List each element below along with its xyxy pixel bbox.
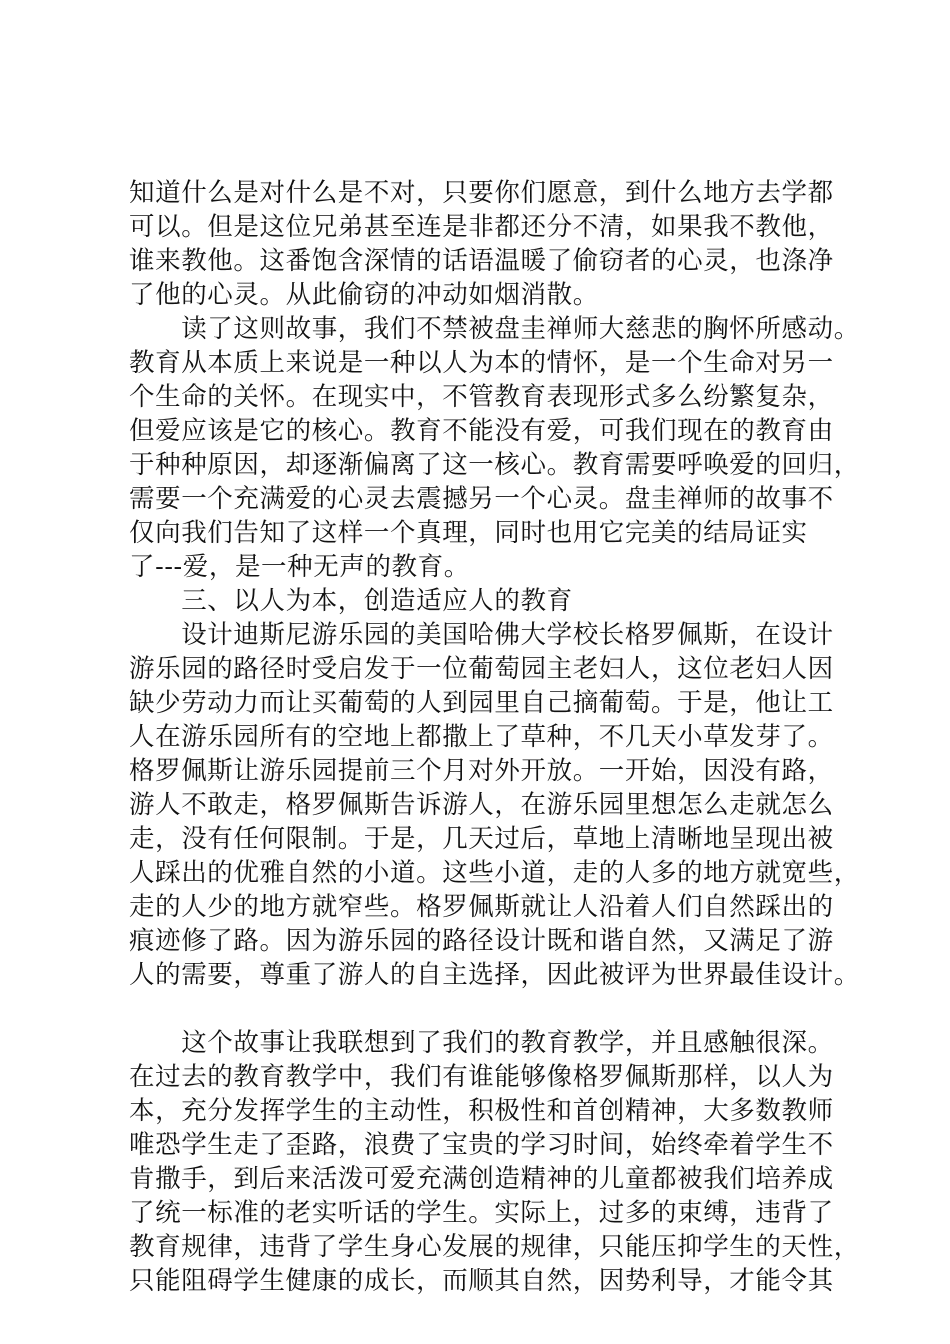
text-line: 游乐园的路径时受启发于一位葡萄园主老妇人，这位老妇人因 — [129, 654, 834, 684]
text-line: 本，充分发挥学生的主动性，积极性和首创精神，大多数教师 — [129, 1096, 834, 1126]
text-line: 谁来教他。这番饱含深情的话语温暖了偷窃者的心灵，也涤净 — [129, 246, 834, 276]
text-line: 人的需要，尊重了游人的自主选择，因此被评为世界最佳设计。 — [129, 960, 860, 990]
text-line: 游人不敢走，格罗佩斯告诉游人，在游乐园里想怎么走就怎么 — [129, 790, 834, 820]
text-line: 唯恐学生走了歪路，浪费了宝贵的学习时间，始终牵着学生不 — [129, 1130, 834, 1160]
text-line: 痕迹修了路。因为游乐园的路径设计既和谐自然，又满足了游 — [129, 926, 834, 956]
text-line: 只能阻碍学生健康的成长，而顺其自然，因势利导，才能令其 — [129, 1266, 834, 1296]
text-line: 了---爱，是一种无声的教育。 — [129, 552, 470, 582]
text-line: 缺少劳动力而让买葡萄的人到园里自己摘葡萄。于是，他让工 — [129, 688, 834, 718]
text-line: 设计迪斯尼游乐园的美国哈佛大学校长格罗佩斯，在设计 — [129, 620, 834, 650]
section-heading: 三、以人为本，创造适应人的教育 — [129, 586, 573, 616]
text-line: 了他的心灵。从此偷窃的冲动如烟消散。 — [129, 280, 599, 310]
text-line: 肯撒手，到后来活泼可爱充满创造精神的儿童都被我们培养成 — [129, 1164, 834, 1194]
text-line: 读了这则故事，我们不禁被盘圭禅师大慈悲的胸怀所感动。 — [129, 314, 860, 344]
text-line: 人踩出的优雅自然的小道。这些小道，走的人多的地方就宽些， — [129, 858, 860, 888]
text-line: 教育规律，违背了学生身心发展的规律，只能压抑学生的天性， — [129, 1232, 860, 1262]
text-line: 但爱应该是它的核心。教育不能没有爱，可我们现在的教育由 — [129, 416, 834, 446]
text-line: 在过去的教育教学中，我们有谁能够像格罗佩斯那样，以人为 — [129, 1062, 834, 1092]
text-line: 这个故事让我联想到了我们的教育教学，并且感触很深。 — [129, 1028, 834, 1058]
text-line: 于种种原因，却逐渐偏离了这一核心。教育需要呼唤爱的回归， — [129, 450, 860, 480]
text-line: 个生命的关怀。在现实中，不管教育表现形式多么纷繁复杂， — [129, 382, 834, 412]
text-line: 走，没有任何限制。于是，几天过后，草地上清晰地呈现出被 — [129, 824, 834, 854]
text-line: 走的人少的地方就窄些。格罗佩斯就让人沿着人们自然踩出的 — [129, 892, 834, 922]
text-line: 知道什么是对什么是不对，只要你们愿意，到什么地方去学都 — [129, 178, 834, 208]
text-line: 仅向我们告知了这样一个真理，同时也用它完美的结局证实 — [129, 518, 808, 548]
text-line: 需要一个充满爱的心灵去震撼另一个心灵。盘圭禅师的故事不 — [129, 484, 834, 514]
text-line: 教育从本质上来说是一种以人为本的情怀，是一个生命对另一 — [129, 348, 834, 378]
text-line: 可以。但是这位兄弟甚至连是非都还分不清，如果我不教他， — [129, 212, 834, 242]
text-line: 了统一标准的老实听话的学生。实际上，过多的束缚，违背了 — [129, 1198, 834, 1228]
text-line: 人在游乐园所有的空地上都撒上了草种，不几天小草发芽了。 — [129, 722, 834, 752]
text-line: 格罗佩斯让游乐园提前三个月对外开放。一开始，因没有路， — [129, 756, 834, 786]
